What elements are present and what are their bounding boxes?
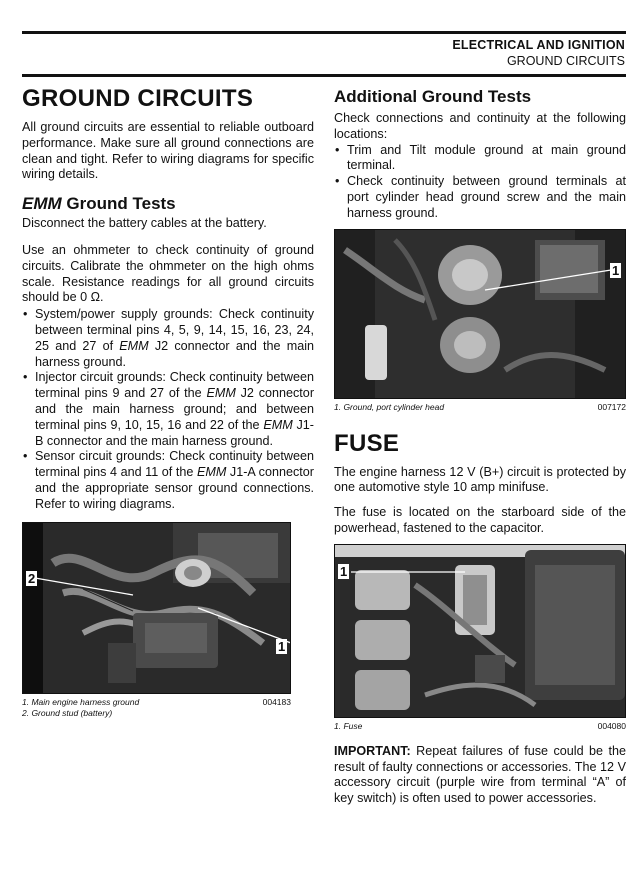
left-column (22, 84, 314, 719)
bullet-sensor: • Sensor circuit grounds: Check continuity between terminal pins 4 and 11 of the EMM J1-A connector and the appropriate sensor ground connections. Refer to wiring diagrams. (35, 449, 314, 512)
right-column (334, 86, 626, 807)
caption-item-1: 1. Ground, port cylinder head (334, 401, 445, 412)
caption-row (334, 402, 626, 413)
header-subsection: GROUND CIRCUITS (506, 54, 625, 68)
important-note (334, 744, 626, 807)
emm-bullet-list (22, 307, 314, 512)
caption-item-2: 2. Ground stud (battery) (22, 707, 113, 718)
callout-1: 1 (340, 563, 348, 579)
emm-heading-em: EMM (22, 194, 62, 214)
fuse-title: FUSE (334, 429, 400, 457)
emm-ground-tests-heading (22, 193, 314, 215)
caption-item-1: 1. Fuse (334, 720, 363, 731)
photo-illustration (23, 523, 291, 693)
ohmmeter-paragraph: Use an ohmmeter to check continuity of ground circuits. Calibrate the ohmmeter on the high ohms scale. Resistance readings for all ground circuits should be 0 Ω. (22, 242, 314, 305)
important-label: IMPORTANT: (334, 743, 411, 758)
photo-illustration (335, 545, 626, 717)
bullet-trim-tilt: • Trim and Tilt module ground at main ground terminal. (347, 143, 626, 175)
caption-row (334, 721, 626, 732)
callout-2: 2 (28, 570, 36, 586)
photo-main-harness-ground (22, 522, 291, 694)
caption-row (22, 697, 291, 708)
figure-code: 007172 (597, 401, 626, 412)
figure-fuse (334, 544, 626, 732)
callout-1: 1 (278, 638, 286, 654)
header-top-rule (22, 31, 626, 34)
photo-fuse (334, 544, 626, 718)
photo-port-cylinder-head (334, 229, 626, 399)
important-text: Repeat failures of fuse could be the result of faulty connections or accessories. The 12 V accessory circuit (purple wire from terminal “A” of key switch) is often used to power accessories. (334, 743, 626, 806)
intro-paragraph: All ground circuits are essential to reliable outboard performance. Make sure all ground connections are clean and tight. Refer to wiring diagrams for specific wiring details. (22, 120, 314, 182)
bullet-injector: • Injector circuit grounds: Check continuity between terminal pins 9 and 27 of the EMM J2 connector and the main harness ground; and between terminal pins 9, 10, 15, 16 and 22 of the EMM J1-B connector and the main harness ground. (35, 370, 314, 449)
header-section: ELECTRICAL AND IGNITION (452, 38, 625, 52)
additional-bullet-list (334, 143, 626, 222)
caption-item-1: 1. Main engine harness ground (22, 696, 140, 707)
photo-illustration (335, 230, 626, 398)
figure-port-cylinder-ground (334, 229, 626, 413)
emm-heading-rest: Ground Tests (61, 194, 176, 214)
additional-intro: Check connections and continuity at the following locations: (334, 111, 626, 141)
fuse-paragraph-1: The engine harness 12 V (B+) circuit is protected by one automotive style 10 amp minifuse. (334, 464, 626, 495)
disconnect-paragraph: Disconnect the battery cables at the battery. (22, 216, 267, 231)
figure-emm-ground (22, 522, 291, 719)
figure-code: 004183 (262, 696, 291, 707)
fuse-paragraph-2: The fuse is located on the starboard side of the powerhead, fastened to the capacitor. (334, 505, 626, 535)
additional-ground-tests-heading: Additional Ground Tests (334, 87, 532, 106)
bullet-port-cylinder: • Check continuity between ground terminals at port cylinder head ground screw and the main harness ground. (347, 174, 626, 221)
callout-1: 1 (612, 262, 620, 278)
page-title: GROUND CIRCUITS (22, 85, 254, 112)
figure-code: 004080 (597, 720, 626, 731)
bullet-system-power: • System/power supply grounds: Check continuity between terminal pins 4, 5, 9, 14, 15, 16, 23, 24, 25 and 27 of EMM J2 connector and the main harness ground. (35, 307, 314, 370)
header-bottom-rule (22, 74, 626, 77)
